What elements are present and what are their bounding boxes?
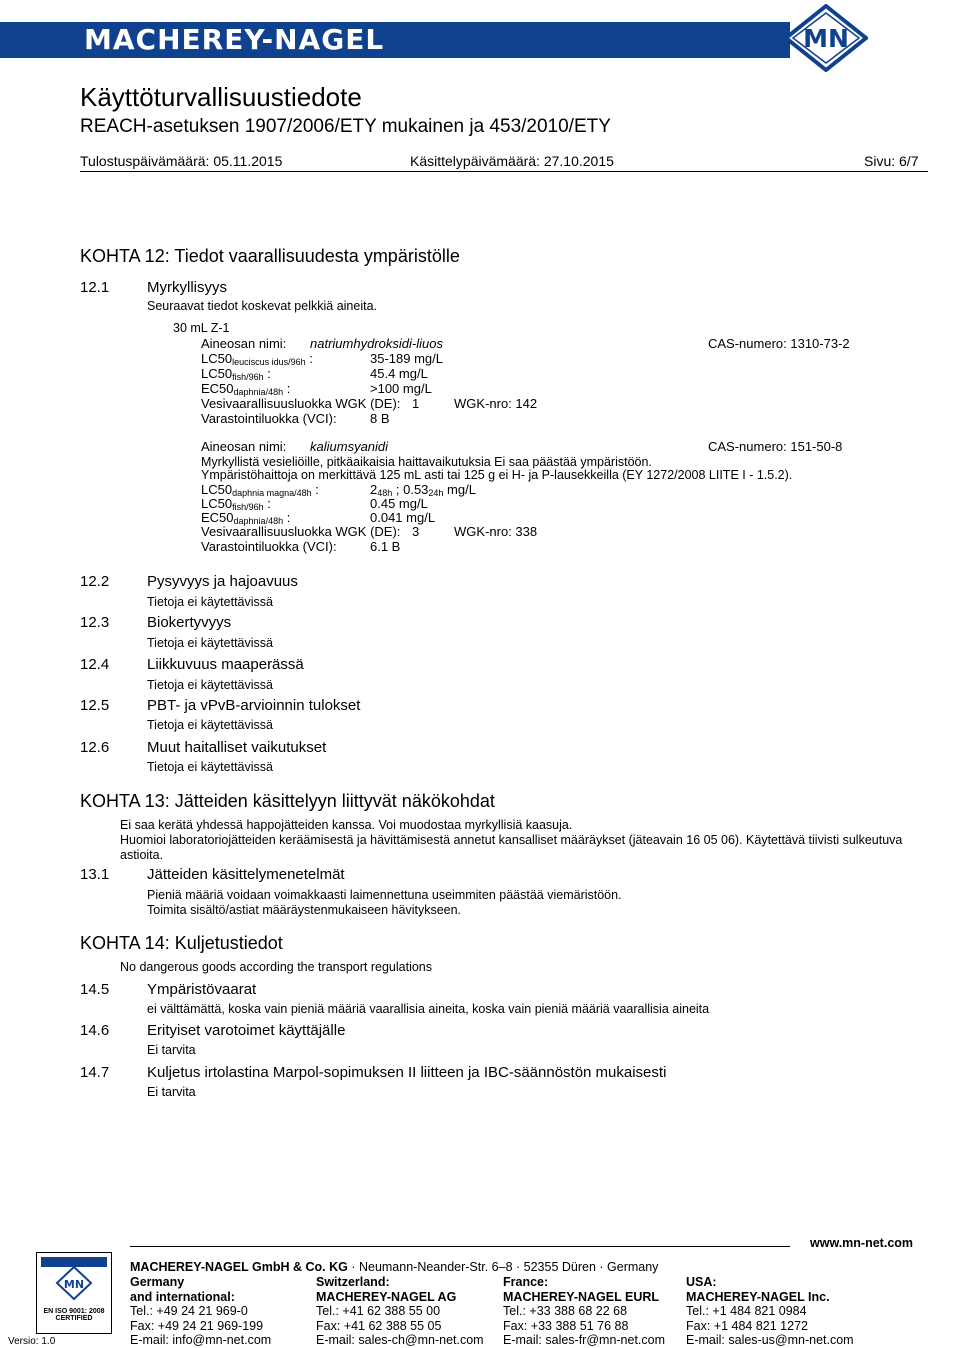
document-title: Käyttöturvallisuustiedote	[80, 82, 362, 112]
substance-name-label: Aineosan nimi:	[201, 336, 287, 351]
document-subtitle: REACH-asetuksen 1907/2006/ETY mukainen ja 453/2010/ETY	[80, 116, 611, 137]
cert-line-2: CERTIFIED	[55, 1315, 93, 1322]
lc50-fish: $LC50_{fish/96h}$ :	[201, 366, 271, 382]
hazard-statement: Myrkyllistä vesieliöille, pitkäaikaisia haittavaikutuksia Ei saa päästää ympäristöön.	[201, 455, 652, 469]
footer-column-germany: Germany and international: Tel.: +49 24 21 969-0 Fax: +49 24 21 969-199 E-mail: info@mn-net.com	[130, 1275, 272, 1347]
lc50-leuciscus: $LC50_{leuciscus idus/96h}$ :	[201, 351, 313, 367]
wgk-value: 1	[412, 396, 420, 411]
cert-line-1: EN ISO 9001: 2008	[43, 1308, 105, 1315]
subsection-title: Ympäristövaarat	[147, 981, 257, 998]
vci-value: 6.1 B	[370, 539, 401, 554]
lc50-daphnia-magna-value: $2_{48h}$ ; $0.53_{24h}$ mg/L	[370, 482, 476, 498]
substance-name: kaliumsyanidi	[310, 439, 389, 454]
wgk-value: 3	[412, 524, 420, 539]
brand-banner	[0, 0, 960, 66]
cas-number: CAS-numero: 151-50-8	[708, 439, 843, 454]
header-divider	[80, 171, 928, 172]
ec50-daphnia: $EC50_{daphnia/48h}$ :	[201, 510, 291, 526]
subsection-number: 14.5	[80, 981, 110, 998]
subsection-text: Pieniä määriä voidaan voimakkaasti laimennettuna useimmiten päästää viemäristöön.	[147, 888, 622, 902]
brand-name: MACHEREY-NAGEL	[84, 23, 385, 56]
subsection-number: 12.4	[80, 656, 110, 673]
process-date: Käsittelypäivämäärä: 27.10.2015	[410, 153, 614, 169]
subsection-number: 13.1	[80, 866, 110, 883]
subsection-number: 14.7	[80, 1064, 110, 1081]
subsection-title: Kuljetus irtolastina Marpol-sopimuksen II liitteen ja IBC-säännöstön mukaisesti	[147, 1064, 667, 1081]
subsection-number: 12.3	[80, 614, 110, 631]
certificate-logo-icon	[37, 1253, 111, 1303]
iso-certificate-badge	[36, 1252, 112, 1334]
section-13-text: astioita.	[120, 848, 164, 862]
product-name: 30 mL Z-1	[173, 321, 230, 335]
subsection-text: ei välttämättä, koska vain pieniä määriä vaarallisia aineita, koska vain pieniä määriä vaarallisia aineita	[147, 1002, 710, 1016]
subsection-text: Ei tarvita	[147, 1085, 196, 1099]
ec50-daphnia: $EC50_{daphnia/48h}$ :	[201, 381, 291, 397]
section-13-text: Huomioi laboratoriojätteiden keräämisestä ja hävittämisestä annetut kansalliset määräykset (jäteavain 16 05 06). Käytettävä tiivisti sulkeutuva	[120, 833, 903, 847]
vci-label: Varastointiluokka (VCI):	[201, 411, 337, 426]
section-13-title: KOHTA 13: Jätteiden käsittelyyn liittyvät näkökohdat	[80, 791, 495, 811]
wgk-label: Vesivaarallisuusluokka WGK (DE):	[201, 396, 401, 411]
cas-number: CAS-numero: 1310-73-2	[708, 336, 850, 351]
footer-company-line: MACHEREY-NAGEL GmbH & Co. KG · Neumann-Neander-Str. 6–8 · 52355 Düren · Germany	[130, 1260, 659, 1274]
subsection-title: Biokertyvyys	[147, 614, 232, 631]
subsection-number: 12.6	[80, 739, 110, 756]
subsection-title: Erityiset varotoimet käyttäjälle	[147, 1022, 346, 1039]
subsection-title: Jätteiden käsittelymenetelmät	[147, 866, 345, 883]
print-date: Tulostuspäivämäärä: 05.11.2015	[80, 153, 283, 169]
intro-text: Seuraavat tiedot koskevat pelkkiä aineita.	[147, 299, 377, 313]
section-12-title: KOHTA 12: Tiedot vaarallisuudesta ympäristölle	[80, 246, 460, 266]
subsection-text: Tietoja ei käytettävissä	[147, 678, 273, 692]
subsection-title: PBT- ja vPvB-arvioinnin tulokset	[147, 697, 361, 714]
lc50-daphnia-magna: $LC50_{daphnia magna/48h}$ :	[201, 482, 319, 498]
subsection-text: Toimita sisältö/astiat määräystenmukaiseen hävitykseen.	[147, 903, 462, 917]
subsection-text: Tietoja ei käytettävissä	[147, 760, 273, 774]
subsection-title: Muut haitalliset vaikutukset	[147, 739, 327, 756]
svg-text:MN: MN	[63, 1278, 85, 1291]
footer-website[interactable]: www.mn-net.com	[810, 1236, 914, 1250]
vci-label: Varastointiluokka (VCI):	[201, 539, 337, 554]
subsection-title: Liikkuvuus maaperässä	[147, 656, 304, 673]
subsection-title: Pysyvyys ja hajoavuus	[147, 573, 298, 590]
lc50-fish-value: 0.45 mg/L	[370, 496, 428, 511]
hazard-note: Ympäristöhaittoja on merkittävä 125 mL asti tai 125 g ei H- ja P-lausekkeilla (EY 1272/2008 LIITE I - 1.5.2).	[201, 468, 793, 482]
ec50-daphnia-value: >100 mg/L	[370, 381, 432, 396]
page-number: Sivu: 6/7	[864, 153, 919, 169]
substance-name: natriumhydroksidi-liuos	[310, 336, 443, 351]
lc50-leuciscus-value: 35-189 mg/L	[370, 351, 443, 366]
section-13-text: Ei saa kerätä yhdessä happojätteiden kanssa. Voi muodostaa myrkyllisiä kaasuja.	[120, 818, 573, 832]
subsection-text: Tietoja ei käytettävissä	[147, 636, 273, 650]
vci-value: 8 B	[370, 411, 390, 426]
subsection-number: 12.5	[80, 697, 110, 714]
wgk-label: Vesivaarallisuusluokka WGK (DE):	[201, 524, 401, 539]
logo-text: MN	[803, 24, 849, 53]
subsection-text: Tietoja ei käytettävissä	[147, 718, 273, 732]
ec50-daphnia-value: 0.041 mg/L	[370, 510, 436, 525]
subsection-number: 14.6	[80, 1022, 110, 1039]
version-label: Versio: 1.0	[8, 1336, 56, 1347]
subsection-number: 12.1	[80, 279, 110, 296]
subsection-title: Myrkyllisyys	[147, 279, 227, 296]
lc50-fish-value: 45.4 mg/L	[370, 366, 428, 381]
subsection-text: Ei tarvita	[147, 1043, 196, 1057]
footer-divider	[130, 1246, 790, 1247]
footer-column-france: France: MACHEREY-NAGEL EURL Tel.: +33 388 68 22 68 Fax: +33 388 51 76 88 E-mail: sales-fr@mn-net.com	[503, 1275, 666, 1347]
footer-column-switzerland: Switzerland: MACHEREY-NAGEL AG Tel.: +41 62 388 55 00 Fax: +41 62 388 55 05 E-mail: sales-ch@mn-net.com	[316, 1275, 484, 1347]
section-14-title: KOHTA 14: Kuljetustiedot	[80, 933, 283, 953]
subsection-text: Tietoja ei käytettävissä	[147, 595, 273, 609]
section-14-text: No dangerous goods according the transport regulations	[120, 960, 433, 974]
mn-logo-icon	[784, 4, 868, 72]
subsection-number: 12.2	[80, 573, 110, 590]
lc50-fish: $LC50_{fish/96h}$ :	[201, 496, 271, 512]
footer-column-usa: USA: MACHEREY-NAGEL Inc. Tel.: +1 484 821 0984 Fax: +1 484 821 1272 E-mail: sales-us@mn-net.com	[686, 1275, 854, 1347]
wgk-number: WGK-nro: 338	[454, 524, 538, 539]
wgk-number: WGK-nro: 142	[454, 396, 538, 411]
substance-name-label: Aineosan nimi:	[201, 439, 287, 454]
